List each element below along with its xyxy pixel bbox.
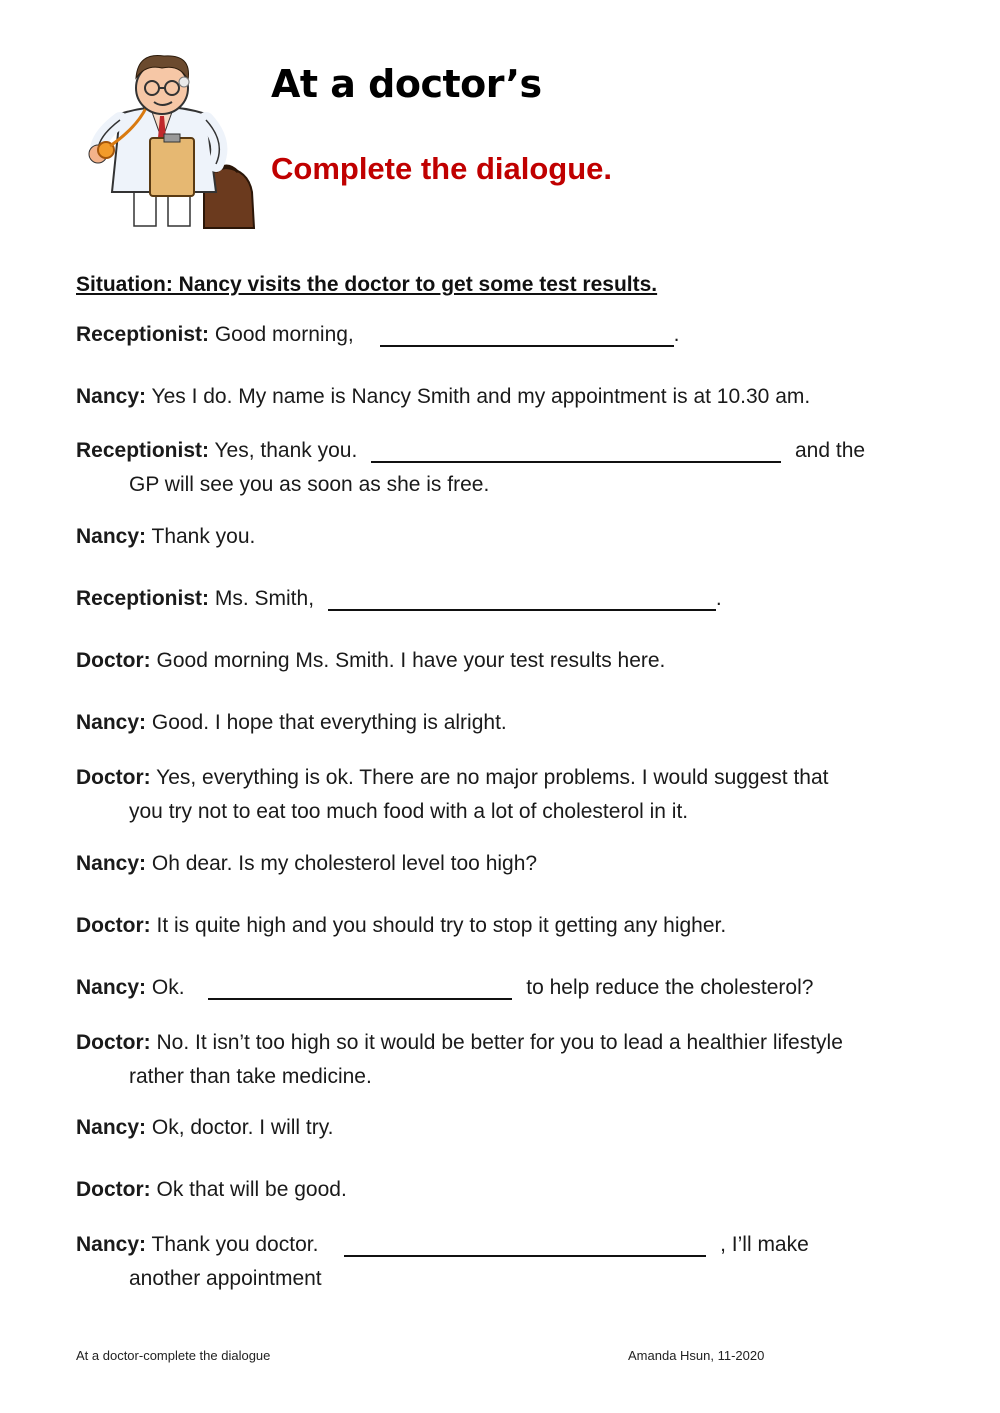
dialogue-text: Ok that will be good. [150, 1178, 347, 1201]
speaker-label: Receptionist: [76, 439, 210, 462]
dialogue-text: Good morning Ms. Smith. I have your test results here. [150, 649, 666, 672]
answer-blank[interactable] [371, 437, 781, 463]
dialogue-line [76, 706, 936, 740]
dialogue-line [76, 1111, 936, 1145]
dialogue-line [76, 582, 936, 616]
dialogue-text: Yes, thank you. [209, 439, 358, 462]
dialogue-text-after: and the [795, 439, 866, 462]
dialogue-line [76, 644, 936, 678]
speaker-label: Receptionist: [76, 587, 210, 610]
dialogue-text: Thank you doctor. [146, 1233, 319, 1256]
dialogue-line [76, 847, 936, 881]
speaker-label: Nancy: [76, 1116, 147, 1139]
speaker-label: Nancy: [76, 385, 147, 408]
dialogue-line [76, 434, 936, 468]
speaker-label: Doctor: [76, 649, 151, 672]
speaker-label: Nancy: [76, 711, 147, 734]
dialogue-continuation: rather than take medicine. [129, 1065, 372, 1088]
speaker-label: Nancy: [76, 525, 147, 548]
speaker-label: Nancy: [76, 976, 147, 999]
dialogue-text: No. It isn’t too high so it would be better for you to lead a healthier lifestyle [150, 1031, 843, 1054]
dialogue-text: Ms. Smith, [209, 587, 315, 610]
dialogue-text: Good. I hope that everything is alright. [146, 711, 507, 734]
speaker-label: Doctor: [76, 766, 151, 789]
dialogue-line [76, 1228, 936, 1262]
dialogue-text-after: . [715, 587, 722, 610]
page-subtitle: Complete the dialogue. [271, 151, 613, 186]
dialogue-text-after: to help reduce the cholesterol? [526, 976, 814, 999]
dialogue-text: Yes, everything is ok. There are no major problems. I would suggest that [150, 766, 829, 789]
dialogue-line [76, 520, 936, 554]
dialogue-continuation: you try not to eat too much food with a lot of cholesterol in it. [129, 800, 689, 823]
dialogue-line [76, 909, 936, 943]
speaker-label: Nancy: [76, 1233, 147, 1256]
dialogue-line [76, 318, 936, 352]
dialogue-text: Oh dear. Is my cholesterol level too high? [146, 852, 538, 875]
dialogue-text-after: . [673, 323, 680, 346]
dialogue-line [76, 761, 936, 795]
footer-title: At a doctor-complete the dialogue [76, 1348, 271, 1363]
page-title: At a doctor’s [271, 62, 542, 106]
dialogue-line [76, 971, 936, 1005]
dialogue-line [76, 1026, 936, 1060]
dialogue-line [76, 1173, 936, 1207]
answer-blank[interactable] [380, 321, 674, 347]
answer-blank[interactable] [328, 585, 716, 611]
speaker-label: Doctor: [76, 1031, 151, 1054]
situation-statement: Situation: Nancy visits the doctor to get some test results. [76, 273, 658, 296]
speaker-label: Receptionist: [76, 323, 210, 346]
speaker-label: Doctor: [76, 914, 151, 937]
dialogue-text-after: , I’ll make [720, 1233, 809, 1256]
answer-blank[interactable] [344, 1231, 706, 1257]
dialogue-text: Ok, doctor. I will try. [146, 1116, 334, 1139]
dialogue-text: Thank you. [146, 525, 256, 548]
footer-author: Amanda Hsun, 11-2020 [628, 1348, 765, 1363]
dialogue-continuation: another appointment [129, 1267, 322, 1290]
dialogue-text: Good morning, [209, 323, 354, 346]
speaker-label: Doctor: [76, 1178, 151, 1201]
dialogue-line [76, 380, 936, 414]
dialogue-text: Yes I do. My name is Nancy Smith and my appointment is at 10.30 am. [146, 385, 811, 408]
speaker-label: Nancy: [76, 852, 147, 875]
dialogue-text: Ok. [146, 976, 185, 999]
answer-blank[interactable] [208, 974, 512, 1000]
dialogue-continuation: GP will see you as soon as she is free. [129, 473, 490, 496]
dialogue-text: It is quite high and you should try to stop it getting any higher. [150, 914, 727, 937]
doctor-illustration [76, 42, 258, 230]
